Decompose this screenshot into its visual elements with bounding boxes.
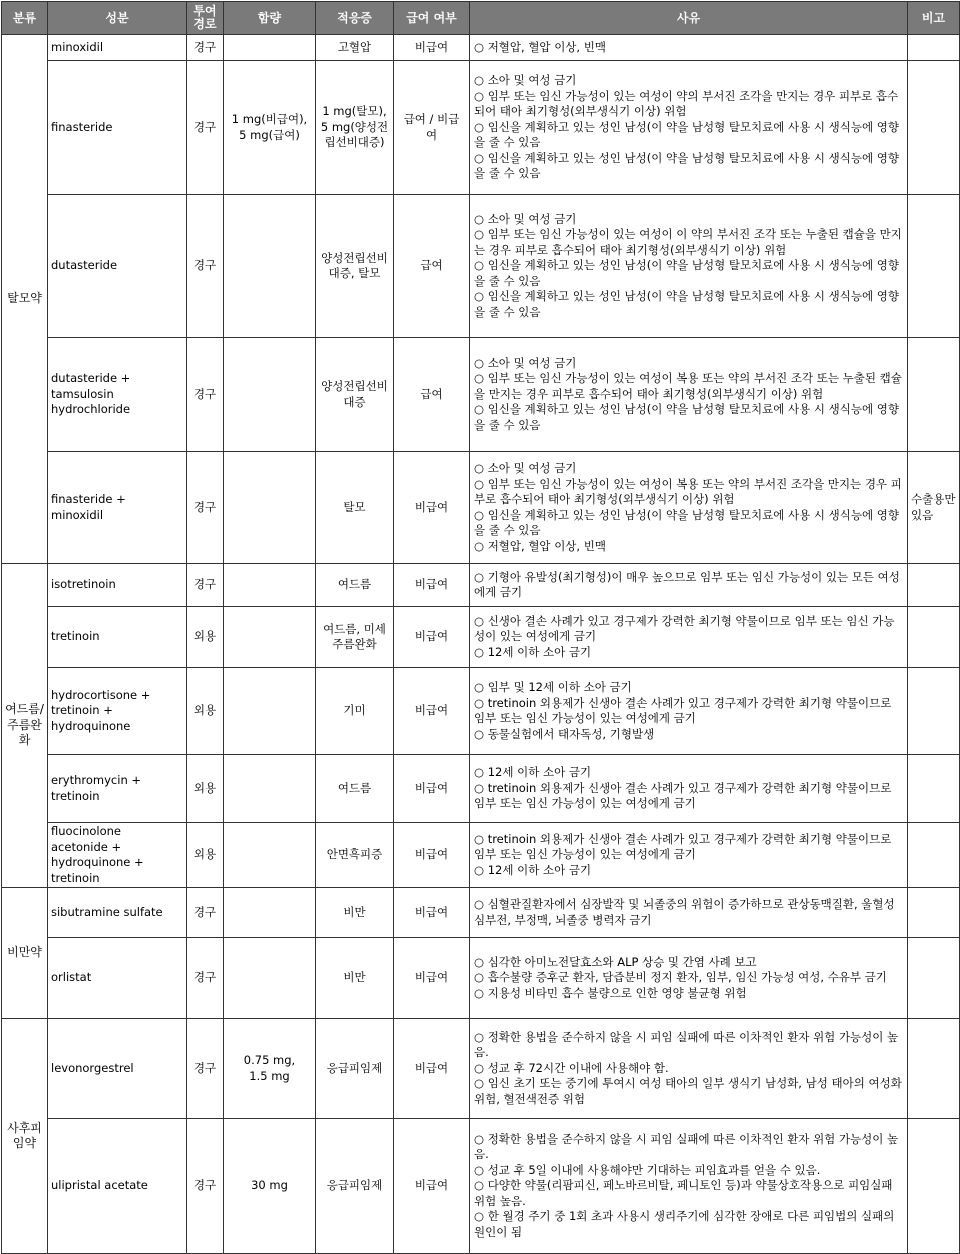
- reason-line: ○ 한 월경 주기 중 1회 초과 사용시 생리주기에 심각한 장애로 다른 피임법의 실패의 원인이 됨: [474, 1209, 895, 1239]
- reason-cell: [470, 338, 908, 452]
- reason-line: ○ 심혈관질환자에서 심장발작 및 뇌졸중의 위험이 증가하므로 관상동맥질환, 울혈성심부전, 부정맥, 뇌졸중 병력자 금기: [474, 897, 895, 927]
- note-cell: [908, 755, 960, 823]
- ingredient-cell: dutasteride: [48, 195, 187, 338]
- header-dose: 함량: [224, 2, 316, 35]
- reason-cell: [470, 823, 908, 888]
- table-row: [2, 195, 960, 338]
- reason-cell: [470, 61, 908, 195]
- indication-cell: 여드름: [316, 564, 394, 607]
- reason-line: ○ 동물실험에서 태자독성, 기형발생: [474, 726, 655, 741]
- coverage-cell: 비급여: [394, 1119, 470, 1254]
- dose-cell: 1 mg(비급여), 5 mg(급여): [224, 61, 316, 195]
- reason-line: ○ 12세 이하 소아 금기: [474, 644, 592, 659]
- reason-line: ○ 임신을 계획하고 있는 성인 남성(이 약을 남성형 탈모치료에 사용 시 생식능에 영향을 줄 수 있음: [474, 258, 899, 288]
- reason-line: ○ 정확한 용법을 준수하지 않을 시 피임 실패에 따른 이차적인 환자 위험 가능성이 높음.: [474, 1029, 899, 1060]
- route-cell: 경구: [187, 564, 224, 607]
- indication-cell: 기미: [316, 668, 394, 755]
- reason-line: ○ 성교 후 5일 이내에 사용해야만 기대하는 피임효과를 얻을 수 있음.: [474, 1162, 821, 1177]
- coverage-cell: 비급여: [394, 607, 470, 668]
- ingredient-cell: orlistat: [48, 938, 187, 1019]
- category-cell: 여드름/ 주름완 화: [2, 564, 48, 888]
- route-cell: 경구: [187, 888, 224, 938]
- reason-line: ○ 신생아 결손 사례가 있고 경구제가 강력한 최기형 약물이므로 임부 또는 임신 가능성이 있는 여성에게 금기: [474, 613, 895, 644]
- table-row: [2, 888, 960, 938]
- table-row: [2, 61, 960, 195]
- reason-cell: [470, 607, 908, 668]
- reason-cell: [470, 195, 908, 338]
- reason-line: ○ 임부 또는 임신 가능성이 있는 여성이 약의 부서진 조각을 만지는 경우 피부로 흡수되어 태아 최기형성(외부생식기 이상) 위험: [474, 88, 899, 119]
- dose-cell: [224, 338, 316, 452]
- note-cell: [908, 888, 960, 938]
- reason-line: ○ 임부 또는 임신 가능성이 있는 여성이 복용 또는 약의 부서진 조각 또는 누출된 캡슐을 만지는 경우 피부로 흡수되어 태아 최기형성(외부생식기 이상) 위험: [474, 371, 902, 401]
- reason-line: ○ 임신을 계획하고 있는 성인 남성(이 약을 남성형 탈모치료에 사용 시 생식능에 영향을 줄 수 있음: [474, 402, 899, 432]
- coverage-cell: 비급여: [394, 1019, 470, 1119]
- route-cell: 외용: [187, 607, 224, 668]
- reason-line: ○ 임신을 계획하고 있는 성인 남성(이 약을 남성형 탈모치료에 사용 시 생식능에 영향을 줄 수 있음: [474, 150, 899, 181]
- indication-cell: 1 mg(탈모), 5 mg(양성전 립선비대증): [316, 61, 394, 195]
- reason-line: ○ tretinoin 외용제가 신생아 결손 사례가 있고 경구제가 강력한 최기형 약물이므로 임부 또는 임신 가능성이 있는 여성에게 금기: [474, 831, 892, 862]
- dose-cell: 0.75 mg, 1.5 mg: [224, 1019, 316, 1119]
- reason-cell: [470, 938, 908, 1019]
- table-row: [2, 823, 960, 888]
- indication-cell: 양성전립선비 대증, 탈모: [316, 195, 394, 338]
- ingredient-cell: tretinoin: [48, 607, 187, 668]
- note-cell: [908, 35, 960, 61]
- route-cell: 경구: [187, 35, 224, 61]
- table-row: [2, 607, 960, 668]
- category-cell: 탈모약: [2, 35, 48, 564]
- ingredient-cell: erythromycin + tretinoin: [48, 755, 187, 823]
- route-cell: 외용: [187, 755, 224, 823]
- coverage-cell: 급여: [394, 195, 470, 338]
- note-cell: [908, 823, 960, 888]
- coverage-cell: 비급여: [394, 888, 470, 938]
- table-row: [2, 452, 960, 564]
- ingredient-cell: levonorgestrel: [48, 1019, 187, 1119]
- note-cell: [908, 668, 960, 755]
- reason-line: ○ 임신을 계획하고 있는 성인 남성(이 약을 남성형 탈모치료에 사용 시 생식능에 영향을 줄 수 있음: [474, 119, 899, 150]
- route-cell: 경구: [187, 61, 224, 195]
- header-coverage: 급여 여부: [394, 2, 470, 35]
- reason-cell: [470, 668, 908, 755]
- reason-line: ○ 심각한 아미노전달효소와 ALP 상승 및 간염 사례 보고: [474, 954, 757, 969]
- indication-cell: 비만: [316, 938, 394, 1019]
- coverage-cell: 비급여: [394, 755, 470, 823]
- route-cell: 외용: [187, 668, 224, 755]
- reason-line: ○ 흡수불량 증후군 환자, 담즙분비 정지 환자, 임부, 임신 가능성 여성, 수유부 금기: [474, 970, 887, 985]
- ingredient-cell: hydrocortisone + tretinoin + hydroquinone: [48, 668, 187, 755]
- reason-line: ○ tretinoin 외용제가 신생아 결손 사례가 있고 경구제가 강력한 최기형 약물이므로 임부 또는 임신 가능성이 있는 여성에게 금기: [474, 695, 892, 725]
- reason-line: ○ 임신 초기 또는 중기에 투여시 여성 태아의 일부 생식기 남성화, 남성 태아의 여성화 위험, 혈전색전증 위험: [474, 1076, 902, 1106]
- ingredient-cell: finasteride + minoxidil: [48, 452, 187, 564]
- reason-line: ○ 소아 및 여성 금기: [474, 211, 577, 226]
- route-cell: 경구: [187, 1119, 224, 1254]
- indication-cell: 여드름: [316, 755, 394, 823]
- table-row: [2, 338, 960, 452]
- reason-line: ○ 소아 및 여성 금기: [474, 461, 577, 475]
- table-row: [2, 564, 960, 607]
- note-cell: [908, 338, 960, 452]
- ingredient-cell: finasteride: [48, 61, 187, 195]
- indication-cell: 안면흑피증: [316, 823, 394, 888]
- ingredient-cell: minoxidil: [48, 35, 187, 61]
- note-cell: [908, 938, 960, 1019]
- table-row: [2, 1019, 960, 1119]
- note-cell: [908, 195, 960, 338]
- dose-cell: [224, 452, 316, 564]
- indication-cell: 고혈압: [316, 35, 394, 61]
- dose-cell: 30 mg: [224, 1119, 316, 1254]
- coverage-cell: 급여 / 비급 여: [394, 61, 470, 195]
- header-row: [2, 2, 960, 35]
- reason-cell: [470, 888, 908, 938]
- coverage-cell: 비급여: [394, 668, 470, 755]
- reason-cell: [470, 35, 908, 61]
- table-row: [2, 755, 960, 823]
- coverage-cell: 비급여: [394, 452, 470, 564]
- reason-cell: [470, 755, 908, 823]
- note-cell: [908, 1119, 960, 1254]
- indication-cell: 비만: [316, 888, 394, 938]
- header-route: 투여 경로: [187, 2, 224, 35]
- ingredient-cell: dutasteride + tamsulosin hydrochloride: [48, 338, 187, 452]
- indication-cell: 양성전립선비 대증: [316, 338, 394, 452]
- route-cell: 외용: [187, 823, 224, 888]
- header-note: 비고: [908, 2, 960, 35]
- table-body: [2, 35, 960, 1254]
- coverage-cell: 비급여: [394, 35, 470, 61]
- drug-restriction-table: [1, 1, 960, 1254]
- dose-cell: [224, 888, 316, 938]
- dose-cell: [224, 607, 316, 668]
- indication-cell: 탈모: [316, 452, 394, 564]
- indication-cell: 여드름, 미세 주름완화: [316, 607, 394, 668]
- reason-line: ○ 저혈압, 혈압 이상, 빈맥: [474, 39, 606, 54]
- dose-cell: [224, 35, 316, 61]
- reason-line: ○ 12세 이하 소아 금기: [474, 765, 592, 780]
- header-category: 분류: [2, 2, 48, 35]
- ingredient-cell: sibutramine sulfate: [48, 888, 187, 938]
- reason-line: ○ 저혈압, 혈압 이상, 빈맥: [474, 538, 606, 553]
- reason-cell: [470, 564, 908, 607]
- dose-cell: [224, 823, 316, 888]
- route-cell: 경구: [187, 1019, 224, 1119]
- reason-cell: [470, 1019, 908, 1119]
- reason-line: ○ 임부 또는 임신 가능성이 있는 여성이 복용 또는 약의 부서진 조각을 만지는 경우 피부로 흡수되어 태아 최기형성(외부생식기 이상) 위험: [474, 476, 902, 506]
- route-cell: 경구: [187, 938, 224, 1019]
- header-ingredient: 성분: [48, 2, 187, 35]
- reason-line: ○ 정확한 용법을 준수하지 않을 시 피임 실패에 따른 이차적인 환자 위험 가능성이 높음.: [474, 1131, 899, 1162]
- coverage-cell: 비급여: [394, 823, 470, 888]
- table-row: [2, 35, 960, 61]
- reason-line: ○ 소아 및 여성 금기: [474, 73, 577, 88]
- reason-line: ○ 소아 및 여성 금기: [474, 355, 577, 370]
- category-cell: 사후피 임약: [2, 1019, 48, 1254]
- coverage-cell: 급여: [394, 338, 470, 452]
- reason-line: ○ tretinoin 외용제가 신생아 결손 사례가 있고 경구제가 강력한 최기형 약물이므로 임부 또는 임신 가능성이 있는 여성에게 금기: [474, 780, 892, 811]
- reason-line: ○ 다양한 약물(리팜피신, 페노바르비탈, 페니토인 등)과 약물상호작용으로 피임실패 위험 높음.: [474, 1178, 893, 1208]
- coverage-cell: 비급여: [394, 564, 470, 607]
- ingredient-cell: fluocinolone acetonide + hydroquinone + tretinoin: [48, 823, 187, 888]
- reason-line: ○ 12세 이하 소아 금기: [474, 862, 592, 877]
- dose-cell: [224, 668, 316, 755]
- route-cell: 경구: [187, 338, 224, 452]
- reason-line: ○ 임부 또는 임신 가능성이 있는 여성이 이 약의 부서진 조각 또는 누출된 캡슐을 만지는 경우 피부로 흡수되어 태아 최기형성(외부생식기 이상) 위험: [474, 227, 902, 257]
- indication-cell: 응급피임제: [316, 1019, 394, 1119]
- table-row: [2, 668, 960, 755]
- reason-line: ○ 임부 및 12세 이하 소아 금기: [474, 680, 632, 694]
- reason-line: ○ 성교 후 72시간 이내에 사용해야 함.: [474, 1060, 669, 1075]
- reason-cell: [470, 1119, 908, 1254]
- note-cell: [908, 61, 960, 195]
- indication-cell: 응급피임제: [316, 1119, 394, 1254]
- header-reason: 사유: [470, 2, 908, 35]
- dose-cell: [224, 938, 316, 1019]
- route-cell: 경구: [187, 195, 224, 338]
- reason-line: ○ 지용성 비타민 흡수 불량으로 인한 영양 불균형 위험: [474, 985, 747, 1000]
- reason-line: ○ 기형아 유발성(최기형성)이 매우 높으므로 임부 또는 임신 가능성이 있는 모든 여성에게 금기: [474, 569, 900, 599]
- category-cell: 비만약: [2, 888, 48, 1019]
- coverage-cell: 비급여: [394, 938, 470, 1019]
- note-cell: 수출용만 있음: [908, 452, 960, 564]
- reason-line: ○ 임신을 계획하고 있는 성인 남성(이 약을 남성형 탈모치료에 사용 시 생식능에 영향을 줄 수 있음: [474, 507, 899, 537]
- reason-line: ○ 임신을 계획하고 있는 성인 남성(이 약을 남성형 탈모치료에 사용 시 생식능에 영향을 줄 수 있음: [474, 289, 899, 319]
- table-row: [2, 1119, 960, 1254]
- note-cell: [908, 1019, 960, 1119]
- note-cell: [908, 607, 960, 668]
- dose-cell: [224, 195, 316, 338]
- header-indication: 적응증: [316, 2, 394, 35]
- dose-cell: [224, 755, 316, 823]
- table-row: [2, 938, 960, 1019]
- dose-cell: [224, 564, 316, 607]
- note-cell: [908, 564, 960, 607]
- route-cell: 경구: [187, 452, 224, 564]
- reason-cell: [470, 452, 908, 564]
- ingredient-cell: ulipristal acetate: [48, 1119, 187, 1254]
- ingredient-cell: isotretinoin: [48, 564, 187, 607]
